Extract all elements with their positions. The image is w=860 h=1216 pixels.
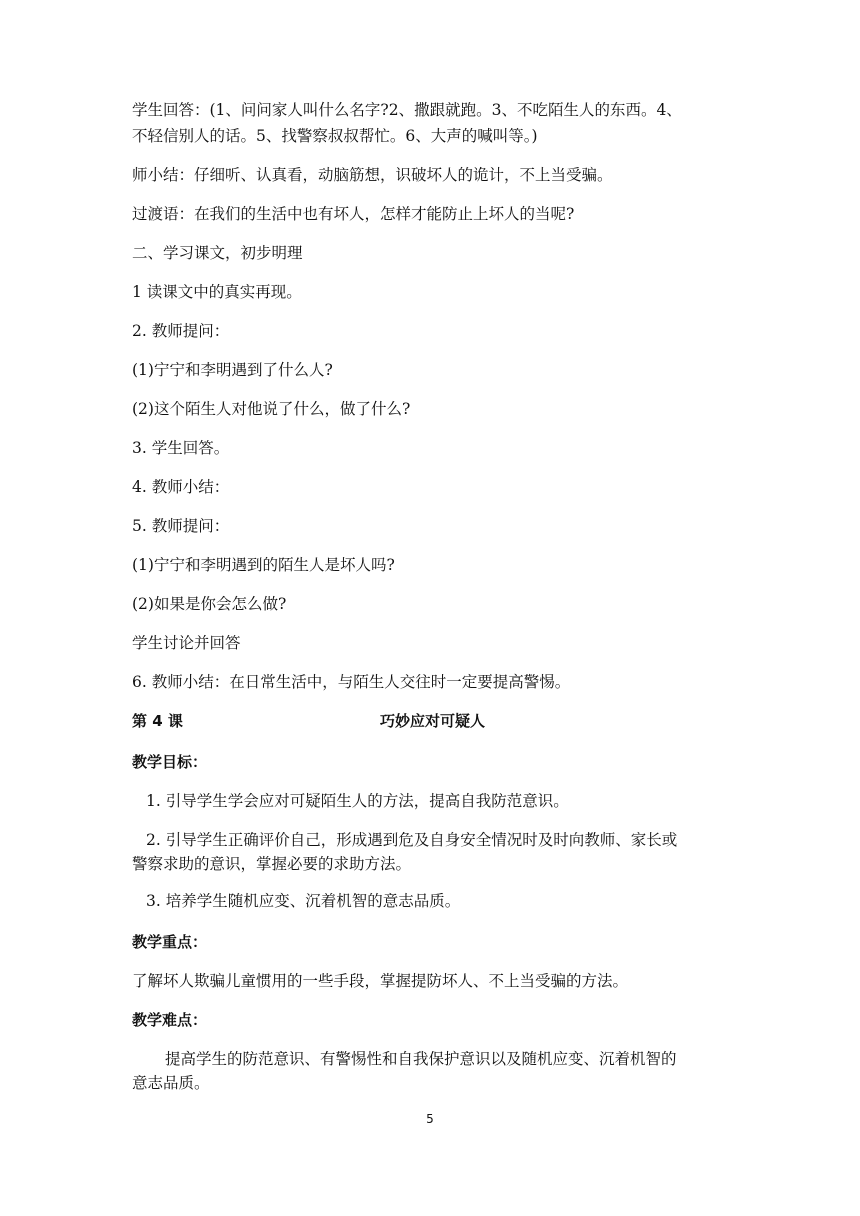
student-answer-line-1: 学生回答：(1、问问家人叫什么名字?2、撒跟就跑。3、不吃陌生人的东西。4、 xyxy=(132,101,682,119)
lesson-number: 第 4 课 xyxy=(132,712,183,730)
key-points-heading: 教学重点： xyxy=(132,933,208,951)
section-heading: 二、学习课文，初步明理 xyxy=(132,244,303,262)
teacher-summary: 师小结：仔细听、认真看，动脑筋想，识破坏人的诡计，不上当受骗。 xyxy=(132,166,613,184)
step-1: 1 读课文中的真实再现。 xyxy=(132,283,302,301)
question-1: (1)宁宁和李明遇到了什么人? xyxy=(132,361,333,379)
objective-2-line-2: 警察求助的意识，掌握必要的求助方法。 xyxy=(132,855,412,873)
step-3: 3. 学生回答。 xyxy=(132,439,230,457)
question-3: (1)宁宁和李明遇到的陌生人是坏人吗? xyxy=(132,556,395,574)
key-points-text: 了解坏人欺骗儿童惯用的一些手段，掌握提防坏人、不上当受骗的方法。 xyxy=(132,972,629,990)
objective-1: 1. 引导学生学会应对可疑陌生人的方法，提高自我防范意识。 xyxy=(146,792,569,810)
question-4: (2)如果是你会怎么做? xyxy=(132,595,287,613)
difficulties-heading: 教学难点： xyxy=(132,1011,208,1029)
step-4: 4. 教师小结： xyxy=(132,478,230,496)
question-2: (2)这个陌生人对他说了什么，做了什么? xyxy=(132,400,411,418)
difficulties-line-1: 提高学生的防范意识、有警惕性和自我保护意识以及随机应变、沉着机智的 xyxy=(165,1050,677,1068)
student-answer-line-2: 不轻信别人的话。5、找警察叔叔帮忙。6、大声的喊叫等。) xyxy=(132,127,538,145)
page-number: 5 xyxy=(426,1112,434,1126)
student-discussion: 学生讨论并回答 xyxy=(132,634,241,652)
lesson-heading xyxy=(132,709,732,733)
objectives-heading: 教学目标： xyxy=(132,753,208,771)
step-2: 2. 教师提问： xyxy=(132,322,230,340)
lesson-title: 巧妙应对可疑人 xyxy=(380,712,486,730)
step-5: 5. 教师提问： xyxy=(132,517,230,535)
difficulties-line-2: 意志品质。 xyxy=(132,1074,210,1092)
step-6: 6. 教师小结：在日常生活中，与陌生人交往时一定要提高警惕。 xyxy=(132,673,571,691)
objective-3: 3. 培养学生随机应变、沉着机智的意志品质。 xyxy=(146,892,461,910)
objective-2-line-1: 2. 引导学生正确评价自己，形成遇到危及自身安全情况时及时向教师、家长或 xyxy=(146,831,678,849)
transition-text: 过渡语：在我们的生活中也有坏人，怎样才能防止上坏人的当呢? xyxy=(132,205,575,223)
